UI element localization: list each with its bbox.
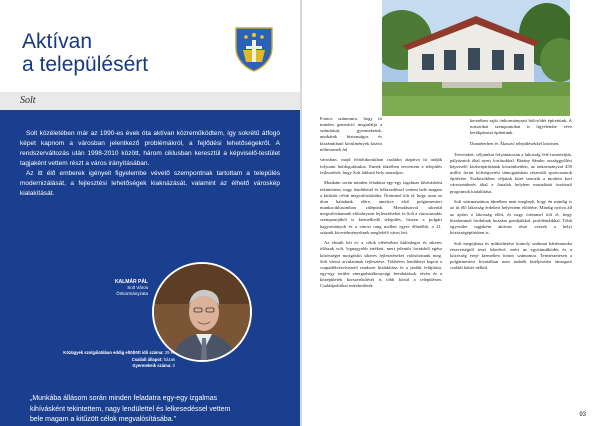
pull-quote: „Munkába állásom során minden feladatra egy-egy izgalmas kihívásként tekintettem, nagy lendülettel és lelkesedéssel vettem bele magam a kitűzött célok megvalósításába.” [30, 395, 231, 423]
fact-value: házas [163, 356, 175, 362]
fact-value: 2 [172, 363, 175, 368]
fact-label: Családi állapot: [131, 356, 163, 362]
paragraph: Solt megújítása és működtetése komoly szakmai háttérmunka részvetségtől teszi lehetővé, ezért az együttműködés és a közösség ereje kiemelten fontos számomra. Természetesen a polgármesteri hivatalban nem tudnék kiteljesedni támogató családi háttér nélkül. [450, 240, 572, 271]
city-bar [0, 92, 300, 110]
person-role-1: Solt Város [127, 285, 148, 290]
fact-label: Gyermekeik száma: [132, 363, 172, 368]
intro-text [20, 129, 280, 199]
paragraph: Fontos számomra, hogy itt minden generáció megtalálja a számítását, gyermekeink, unokáink biztonságos és kiszámítható körülmények között nőhessenek fel [320, 116, 382, 152]
intro-paragraph-1: Solt közéletében már az 1990-es évek óta aktívan közreműködtem, így sokrétű átfogó képet kapnom a városban jelentkező problémákról, a fejlődési lehetőségekről. A rendszerváltozás után 1998-2010 között, három ciklusban keresztül a képviselő-testület tagjaként vettem részt a város irányításában. [20, 130, 280, 167]
city-name: Solt [20, 95, 36, 106]
article-title [22, 30, 212, 76]
fact-children [30, 363, 175, 370]
paragraph: keretében saját önkormányzati bölcsődét építettünk. A turisztikai szempontokat is figyelembe véve kerékpárutat építettünk. [470, 118, 572, 136]
coat-of-arms-icon [234, 26, 274, 72]
paragraph: Solt szármaszánon tűnrében nem meglepő, hogy én mindig is az itt élő lakosság érdekeit helyeztem előtérbe. Mindig nyitva áll az ajtóm a lakosság előtt, és nagy örömmel tölt el, hogy bizalommal fordulnak hozzám gondjaikkal, problémáikkal. Több egyesület tagjaként aktívan részt veszek a helyi közösségépítésben is. [450, 199, 572, 235]
article-column-1 [320, 116, 442, 294]
portrait-illustration [154, 264, 252, 362]
title-line-1: Aktívan [22, 30, 93, 53]
page-number: 93 [579, 412, 586, 418]
article-column-2 [450, 118, 572, 276]
right-page [302, 0, 600, 426]
paragraph: Munkám során minden feladatra egy-egy izgalmas kihívásként tekintettem, nagy lendülettel és lelkesedéssel vettem bele magam a kitűzött célok megvalósításába. Örömmel tölt el, hogy azon az úton haladunk előre, amelyre első polgármesteri munkaciklusomban rálépünk. Meradásaival sikerült megvalósítanunk előirányzott fejlesztéseket és Solt a városiasodás szempontjából is kiemelkedő település, hiszen a polgári hagyományok és a városi rang mellett egyre élhetőbb, a 21. századi követelményeknek megfelelő város lett. [320, 180, 442, 235]
personal-facts [30, 350, 175, 370]
person-name-block [78, 279, 148, 297]
person-role-2: Önkormányzata [116, 291, 148, 296]
fact-value: 29 év [164, 350, 175, 355]
fact-label: Közügyek szolgálatában eddig eltöltött idő száma: [63, 350, 164, 355]
building-photo [382, 0, 570, 116]
paragraph: Terveinket, céljainkat folyamatosan a lakosság felé ismertetjük, pályázatok által nyert forrásokkal. Bárány Sándor országgyűlési képviselő közbenjárásának köszönhetően, az önkormányzat 450 millió forint költségvetési támogatásban részesült sportcsarnok építésére. Eszközökben céljaink közé tartozik a modern kori városrendezés által a fiatalok helyben maradását ösztönző programok kialakítása. [450, 151, 572, 194]
portrait-photo [152, 262, 252, 362]
paragraph: Dunaéterben és Ákasztó településekkel közösen. [470, 140, 560, 146]
title-line-2: a településért [22, 53, 149, 76]
profile-panel [0, 110, 300, 426]
paragraph: Az elmúlt két év a célok elérésében különleges és sikeres időszak volt, legnagyobb értékeit, mert jelentős forrásból egész közösséget mozgósító sikeres fejlesztéseket valósítottunk meg. Solt városi arculatának fejlesztése. Többéves lendületet kapott a csapadékvízelvezető rendszer kialakítása és a járdák felújítása, egy-egy terület energiahatékonysági beruházások révén és a középületek korszerűsítését is több közül a településen. Családpolitikai intézkedések [320, 240, 442, 289]
intro-paragraph-2: Az itt élő emberek igényeit figyelembe vévető szempontnak tartottam a település modernizálását, a fejlesztési lehetőségek kiaknázását, valamint az élhető városkép kialakítását. [20, 170, 280, 197]
paragraph: városban, majd felnőttkorukban családot alapítva itt tudják folytatni boldogulásukat. Ennek tükrében terveztem a település fejlesztését, hogy Solt lakható hely maradjon. [320, 157, 442, 175]
person-name: KALMÁR PÁL [114, 279, 148, 285]
